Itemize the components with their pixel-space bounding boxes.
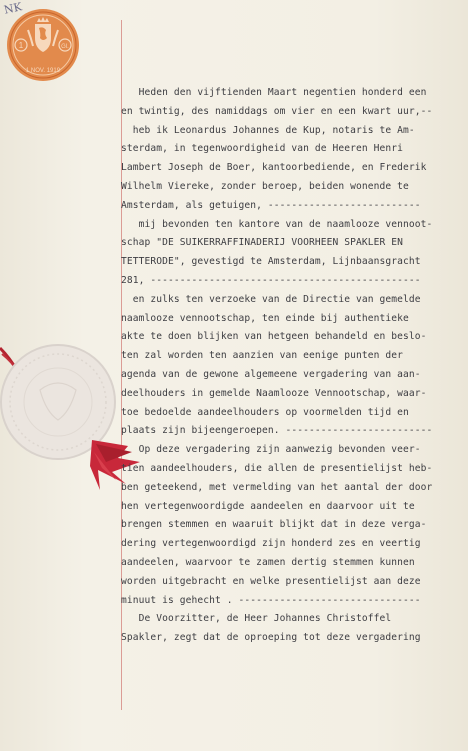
document-text: [121, 84, 464, 648]
text-line-15: ten zal worden ten aanzien van eenige punten der: [121, 350, 404, 362]
text-line-21: tien aandeelhouders, die allen de presentielijst heb-: [121, 462, 433, 474]
corner-mark: NK: [2, 0, 24, 17]
text-line-29: De Voorzitter, de Heer Johannes Christoffel: [121, 613, 392, 625]
text-line-17: deelhouders in gemelde Naamlooze Vennootschap, waar-: [121, 387, 427, 399]
tax-stamp: [6, 8, 80, 82]
text-line-9: schap "DE SUIKERRAFFINADERIJ VOORHEEN SPAKLER EN: [121, 237, 404, 249]
text-line-18: toe bedoelde aandeelhouders op voormelden tijd en: [121, 406, 409, 418]
text-line-19: plaats zijn bijeengeroepen. -------------------------: [121, 425, 433, 437]
text-line-4: sterdam, in tegenwoordigheid van de Heeren Henri: [121, 143, 404, 155]
text-line-24: brengen stemmen en waaruit blijkt dat in deze verga-: [121, 519, 427, 531]
text-line-7: Amsterdam, als getuigen, --------------------------: [121, 199, 421, 211]
text-line-22: ben geteekend, met vermelding van het aantal der door: [121, 481, 433, 493]
text-line-14: akte te doen blijken van hetgeen behandeld en beslo-: [121, 331, 427, 343]
text-line-5: Lambert Joseph de Boer, kantoorbediende, en Frederik: [121, 162, 427, 174]
text-line-16: agenda van de gewone algemeene vergadering van aan-: [121, 368, 421, 380]
text-line-27: worden uitgebracht en welke presentielijst aan deze: [121, 575, 421, 587]
text-line-3: heb ik Leonardus Johannes de Kup, notaris te Am-: [121, 124, 415, 136]
text-line-2: en twintig, des namiddags om vier en een kwart uur,--: [121, 105, 433, 117]
text-line-10: TETTERODE", gevestigd te Amsterdam, Lijnbaansgracht: [121, 256, 421, 268]
text-line-8: mij bevonden ten kantore van de naamlooze vennoot-: [121, 218, 433, 230]
stamp-year: 1 NOV. 1919: [25, 68, 61, 74]
text-line-26: aandeelen, waarvoor te zamen dertig stemmen kunnen: [121, 556, 415, 568]
text-line-20: Op deze vergadering zijn aanwezig bevonden veer-: [121, 444, 421, 456]
text-line-13: naamlooze vennootschap, ten einde bij authentieke: [121, 312, 409, 324]
text-line-11: 281, ----------------------------------------------: [121, 274, 421, 286]
text-line-1: Heden den vijftienden Maart negentien honderd een: [121, 87, 427, 98]
text-line-12: en zulks ten verzoeke van de Directie van gemelde: [121, 293, 421, 305]
text-line-25: dering vertegenwoordigd zijn honderd zes en veertig: [121, 538, 421, 550]
text-line-23: hen vertegenwoordigde aandeelen en daarvoor uit te: [121, 500, 415, 512]
text-line-6: Wilhelm Viereke, zonder beroep, beiden wonende te: [121, 180, 409, 192]
stamp-value-left: 1: [18, 41, 24, 50]
text-line-30: Spakler, zegt dat de oproeping tot deze vergadering: [121, 632, 421, 644]
text-line-28: minuut is gehecht . -------------------------------: [121, 594, 421, 606]
stamp-value-right: Gl.: [61, 44, 69, 50]
